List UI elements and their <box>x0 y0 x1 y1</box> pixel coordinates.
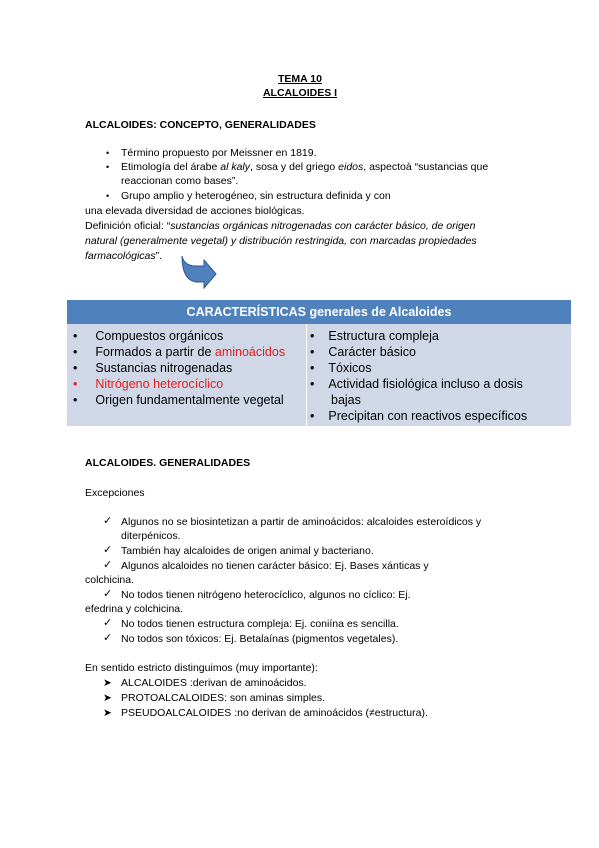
table-left-item: • Formados a partir de aminoácidos <box>73 345 286 359</box>
arrow-item: PROTOALCALOIDES: son aminas simples. <box>121 692 326 704</box>
table-right-item: • Tóxicos <box>310 361 372 375</box>
table-right-item-cont: bajas <box>331 393 361 407</box>
check-icon: ✓ <box>103 617 113 629</box>
table-right-item: • Carácter básico <box>310 345 416 359</box>
bullet-grupo-cont: una elevada diversidad de acciones biológicas. <box>85 205 305 217</box>
bullet-dot: • <box>106 148 110 158</box>
table-right-item: • Estructura compleja <box>310 329 439 343</box>
bullet-meissner: Término propuesto por Meissner en 1819. <box>121 147 317 159</box>
table-left-item: • Origen fundamentalmente vegetal <box>73 393 284 407</box>
excepcion-item-cont: diterpénicos. <box>121 530 181 542</box>
section-heading-concepto: ALCALOIDES: CONCEPTO, GENERALIDADES <box>85 119 316 131</box>
check-icon: ✓ <box>103 544 113 556</box>
check-icon: ✓ <box>103 515 113 527</box>
excepciones-label: Excepciones <box>85 487 145 499</box>
excepcion-item: No todos tienen nitrógeno heterocíclico, algunos no cíclico: Ej. <box>121 589 411 601</box>
table-header: CARACTERÍSTICAS generales de Alcaloides <box>67 300 571 325</box>
sentido-estricto-label: En sentido estricto distinguimos (muy importante): <box>85 662 318 674</box>
excepcion-item-cont: efedrina y colchicina. <box>85 603 184 615</box>
excepcion-item: No todos son tóxicos: Ej. Betalaínas (pigmentos vegetales). <box>121 633 399 645</box>
page-title: ALCALOIDES I <box>262 87 338 99</box>
excepcion-item: No todos tienen estructura compleja: Ej. coniína es sencilla. <box>121 618 399 630</box>
table-left-item: • Compuestos orgánicos <box>73 329 224 343</box>
table-column-divider <box>306 324 307 426</box>
bullet-dot: • <box>106 191 110 201</box>
definicion-line-3: farmacológicas”. <box>85 250 163 262</box>
table-right-item: • Precipitan con reactivos específicos <box>310 409 528 423</box>
bullet-etimologia: Etimología del árabe al kaly, sosa y del griego eidos, aspectoà “sustancias que <box>121 161 489 173</box>
curved-arrow-icon <box>180 252 230 294</box>
section-heading-generalidades: ALCALOIDES. GENERALIDADES <box>85 457 251 469</box>
check-icon: ✓ <box>103 632 113 644</box>
excepcion-item: También hay alcaloides de origen animal y bacteriano. <box>121 545 374 557</box>
arrow-item: ALCALOIDES :derivan de aminoácidos. <box>121 677 307 689</box>
caracteristicas-table <box>67 300 571 426</box>
check-icon: ✓ <box>103 588 113 600</box>
arrow-bullet-icon: ➤ <box>103 692 112 704</box>
arrow-bullet-icon: ➤ <box>103 677 112 689</box>
tema-number: TEMA 10 <box>278 73 322 85</box>
definicion-line-2: natural (generalmente vegetal) y distribución restringida, con marcadas propiedades <box>85 235 477 247</box>
table-right-item: • Actividad fisiológica incluso a dosis <box>310 377 523 391</box>
definicion-line-1: Definición oficial: “sustancias orgánicas nitrogenadas con carácter básico, de origen <box>85 220 476 232</box>
excepcion-item: Algunos alcaloides no tienen carácter básico: Ej. Bases xánticas y <box>121 560 429 572</box>
table-left-item-highlight: • Nitrógeno heterocíclico <box>73 377 224 391</box>
highlight-aminoacidos: aminoácidos <box>214 345 286 359</box>
bullet-grupo: Grupo amplio y heterogéneo, sin estructura definida y con <box>121 190 391 202</box>
excepcion-item-cont: colchicina. <box>85 574 135 586</box>
bullet-dot: • <box>106 162 110 172</box>
bullet-etimologia-cont: reaccionan como bases”. <box>121 175 239 187</box>
excepcion-item: Algunos no se biosintetizan a partir de aminoácidos: alcaloides esteroídicos y <box>121 516 482 528</box>
table-left-item: • Sustancias nitrogenadas <box>73 361 233 375</box>
check-icon: ✓ <box>103 559 113 571</box>
arrow-item: PSEUDOALCALOIDES :no derivan de aminoácidos (≠estructura). <box>121 707 428 719</box>
arrow-bullet-icon: ➤ <box>103 707 112 719</box>
